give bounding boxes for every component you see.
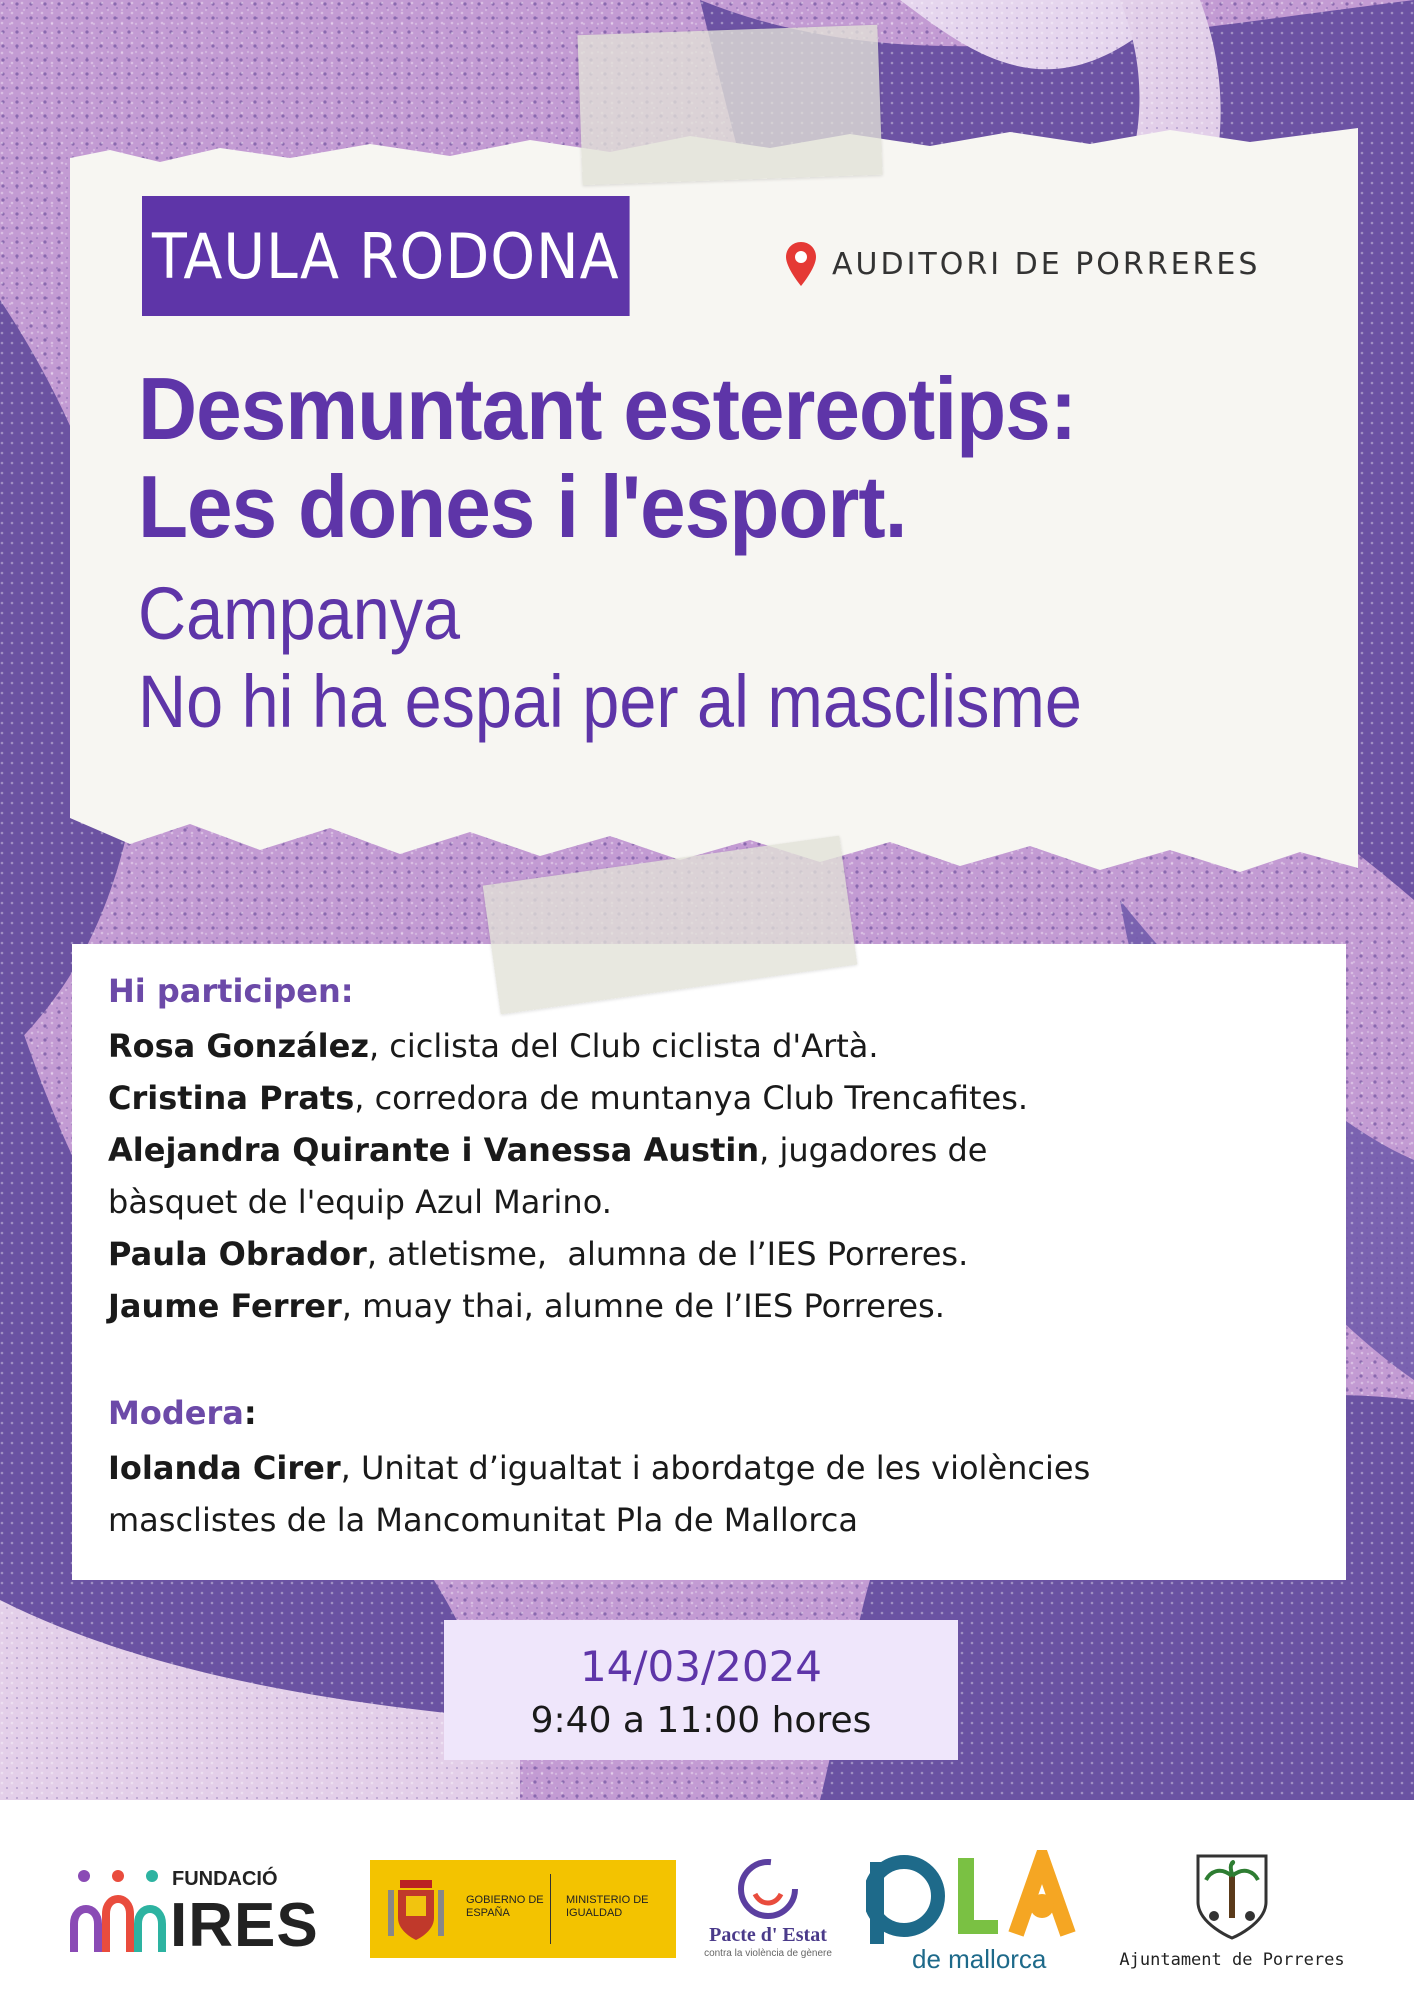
title-line-2: Les dones i l'esport. bbox=[138, 457, 907, 556]
title-line-1: Desmuntant estereotips: bbox=[138, 359, 1077, 458]
ires-logo bbox=[70, 1864, 350, 1960]
moderator-desc-1: , Unitat d’igualtat i abordatge de les violències bbox=[340, 1449, 1091, 1487]
gobierno-divider bbox=[550, 1874, 551, 1944]
participant-desc: , muay thai, alumne de l’IES Porreres. bbox=[341, 1287, 945, 1325]
ires-people-icon bbox=[70, 1864, 166, 1956]
pacte-circle-icon bbox=[733, 1854, 803, 1924]
event-subtitle bbox=[138, 570, 1254, 746]
participants-list bbox=[108, 1020, 1318, 1332]
pacte-estat-logo bbox=[698, 1854, 838, 1974]
moderator-heading-text: Modera bbox=[108, 1394, 244, 1432]
ajuntament-name: Ajuntament de Porreres bbox=[1119, 1950, 1345, 1970]
participant-row bbox=[108, 1072, 1318, 1124]
event-date: 14/03/2024 bbox=[579, 1642, 823, 1691]
moderator-block bbox=[108, 1442, 1318, 1546]
event-type-badge: TAULA RODONA bbox=[142, 196, 630, 316]
sponsors-footer bbox=[0, 1800, 1414, 2000]
pacte-subtitle: contra la violència de gènere bbox=[704, 1948, 832, 1959]
event-title bbox=[138, 360, 1254, 556]
participant-name: Paula Obrador bbox=[108, 1235, 367, 1273]
participants-heading: Hi participen: bbox=[108, 972, 354, 1010]
pla-letters-icon bbox=[866, 1850, 1096, 1946]
ires-small-label: FUNDACIÓ bbox=[172, 1868, 278, 1890]
participant-desc: , ciclista del Club ciclista d'Artà. bbox=[368, 1027, 879, 1065]
gobierno-label: GOBIERNO DE ESPAÑA bbox=[466, 1894, 544, 1919]
porreres-shield-icon bbox=[1192, 1850, 1272, 1940]
participant-name: Jaume Ferrer bbox=[108, 1287, 342, 1325]
pacte-name: Pacte d' Estat bbox=[709, 1924, 827, 1946]
coat-of-arms-icon bbox=[386, 1874, 446, 1944]
subtitle-line-2: No hi ha espai per al masclisme bbox=[138, 660, 1082, 743]
participant-row bbox=[108, 1124, 1318, 1176]
moderator-heading bbox=[108, 1394, 257, 1432]
moderator-line-2: masclistes de la Mancomunitat Pla de Mallorca bbox=[108, 1501, 858, 1539]
moderator-heading-colon: : bbox=[243, 1394, 257, 1432]
ires-name: IRES bbox=[170, 1891, 319, 1960]
location bbox=[784, 240, 1260, 288]
participant-row bbox=[108, 1176, 1318, 1228]
participant-name: Rosa González bbox=[108, 1027, 369, 1065]
participant-desc: , corredora de muntanya Club Trencafites. bbox=[354, 1079, 1029, 1117]
gobierno-logo bbox=[370, 1860, 676, 1958]
moderator-line-1 bbox=[108, 1442, 1318, 1494]
participant-desc: , atletisme, alumna de l’IES Porreres. bbox=[366, 1235, 969, 1273]
participant-name: Alejandra Quirante i Vanessa Austin bbox=[108, 1131, 760, 1169]
date-box bbox=[444, 1620, 958, 1760]
ajuntament-logo bbox=[1112, 1850, 1352, 1980]
pla-mallorca-logo bbox=[866, 1850, 1096, 1974]
participants-card bbox=[72, 944, 1346, 1580]
ministerio-label: MINISTERIO DE IGUALDAD bbox=[566, 1894, 649, 1919]
moderator-name: Iolanda Cirer bbox=[108, 1449, 341, 1487]
participant-desc: bàsquet de l'equip Azul Marino. bbox=[108, 1183, 612, 1221]
participant-row bbox=[108, 1228, 1318, 1280]
map-pin-icon bbox=[784, 240, 818, 288]
event-hours: 9:40 a 11:00 hores bbox=[530, 1700, 872, 1741]
participant-row bbox=[108, 1280, 1318, 1332]
participant-name: Cristina Prats bbox=[108, 1079, 355, 1117]
participant-row bbox=[108, 1020, 1318, 1072]
location-text: AUDITORI DE PORRERES bbox=[832, 246, 1261, 282]
tape-top bbox=[577, 25, 882, 185]
participant-desc: , jugadores de bbox=[759, 1131, 988, 1169]
pla-subtitle: de mallorca bbox=[912, 1944, 1047, 1974]
subtitle-line-1: Campanya bbox=[138, 572, 461, 655]
